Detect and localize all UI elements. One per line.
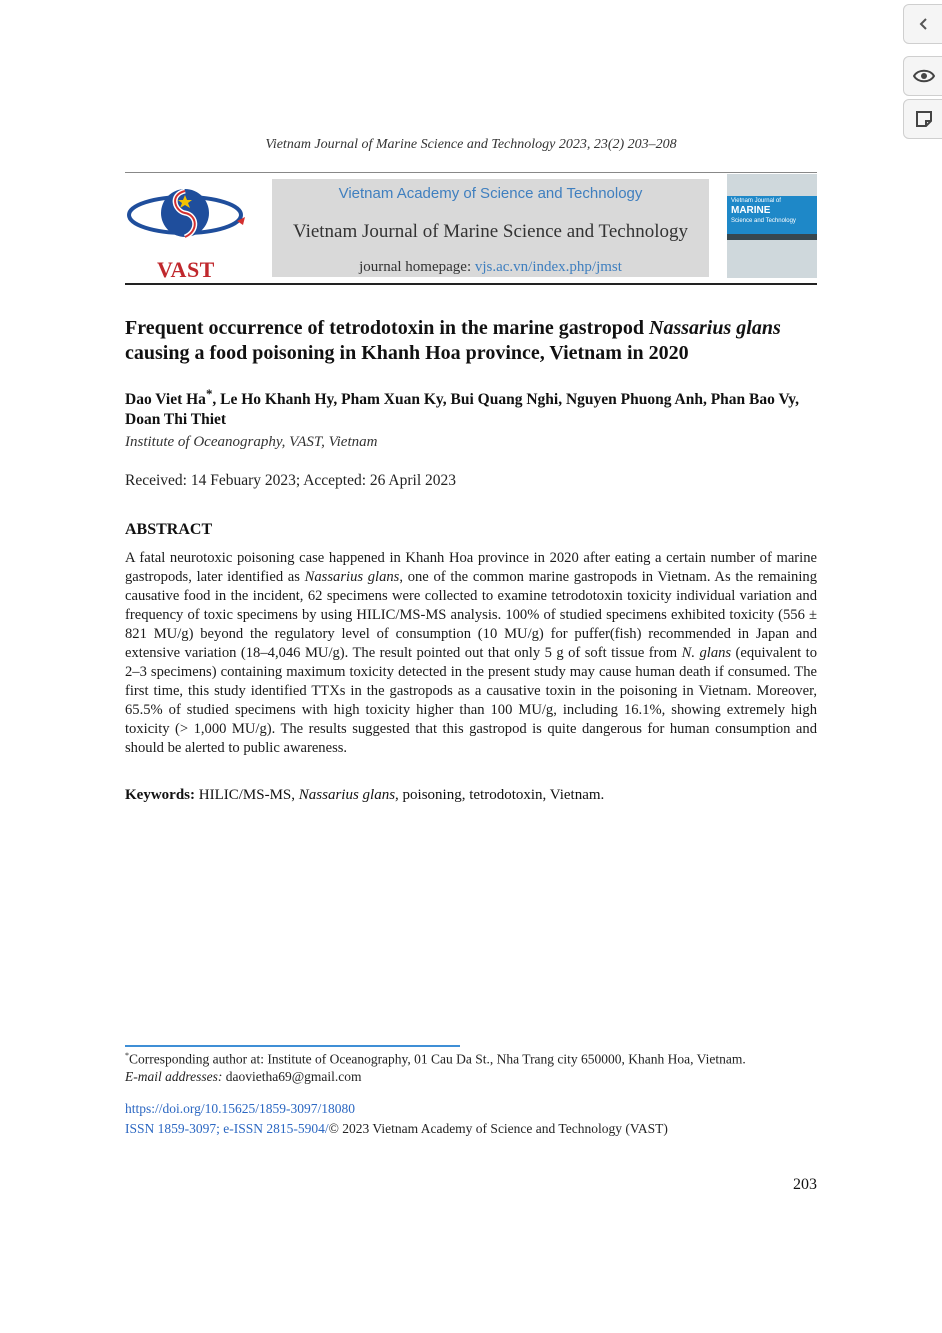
other-authors: , Le Ho Khanh Hy, Pham Xuan Ky, Bui Quang Nghi, Nguyen Phuong Anh, Phan Bao Vy, Doan Thi Thiet	[125, 391, 800, 429]
issn-link[interactable]: ISSN 1859-3097; e-ISSN 2815-5904/	[125, 1121, 329, 1136]
abstract-species-1: Nassarius glans	[304, 569, 400, 585]
notes-button[interactable]	[903, 99, 942, 139]
cover-line3: Science and Technology	[731, 218, 796, 224]
running-head: Vietnam Journal of Marine Science and Technology 2023, 23(2) 203–208	[265, 137, 677, 152]
copyright-text: © 2023 Vietnam Academy of Science and Technology (VAST)	[328, 1121, 668, 1136]
page-number: 203	[793, 1176, 817, 1193]
journal-name: Vietnam Journal of Marine Science and Technology	[292, 221, 688, 242]
vast-logo	[125, 181, 253, 281]
article-title	[125, 316, 817, 366]
keywords-text-2: , poisoning, tetrodotoxin, Vietnam.	[395, 787, 605, 803]
doi-link[interactable]: https://doi.org/10.15625/1859-3097/18080	[125, 1101, 356, 1116]
note-icon	[915, 110, 933, 128]
homepage-label: journal homepage:	[359, 259, 472, 275]
issn-line	[125, 1121, 668, 1137]
abstract-body	[125, 549, 817, 758]
author-list	[125, 384, 817, 430]
first-author: Dao Viet Ha	[125, 391, 206, 409]
masthead	[125, 172, 817, 285]
email-address[interactable]: daovietha69@gmail.com	[222, 1069, 362, 1084]
corresponding-footnote	[125, 1051, 746, 1068]
abstract-species-2: N. glans	[681, 645, 732, 661]
academy-name: Vietnam Academy of Science and Technology	[338, 185, 643, 202]
journal-banner	[272, 179, 709, 277]
corresponding-marker: *	[205, 386, 213, 401]
title-text-1: Frequent occurrence of tetrodotoxin in the marine gastropod	[125, 317, 650, 339]
vast-logo-text: VAST	[157, 257, 215, 282]
homepage-link[interactable]: vjs.ac.vn/index.php/jmst	[474, 259, 622, 275]
collapse-sidebar-button[interactable]	[903, 4, 942, 44]
email-label: E-mail addresses:	[125, 1069, 223, 1084]
cover-line2: MARINE	[731, 205, 771, 216]
cover-line1: Vietnam Journal of	[731, 198, 781, 204]
keywords-label: Keywords:	[125, 787, 195, 803]
keywords-text-1: HILIC/MS-MS,	[195, 787, 299, 803]
footnote-rule	[125, 1045, 460, 1047]
masthead-divider	[125, 283, 817, 285]
keywords-species: Nassarius glans	[298, 787, 396, 803]
article-dates: Received: 14 Febuary 2023; Accepted: 26 April 2023	[125, 472, 457, 489]
chevron-left-icon	[916, 16, 932, 32]
journal-cover-thumbnail	[727, 174, 817, 278]
footnote-marker: *	[125, 1051, 129, 1060]
keywords	[125, 787, 604, 804]
eye-icon	[913, 68, 935, 84]
corresponding-text: Corresponding author at: Institute of Oceanography, 01 Cau Da St., Nha Trang city 650000, Khanh Hoa, Vietnam.	[129, 1051, 746, 1067]
abstract-text-1: A fatal neurotoxic poisoning case happened in Khanh Hoa province in 2020 after eating a certain number of marine gastropods, later identified as	[125, 550, 817, 585]
view-button[interactable]	[903, 56, 942, 96]
title-text-2: causing a food poisoning in Khanh Hoa province, Vietnam in 2020	[125, 342, 689, 364]
abstract-text-2: , one of the common marine gastropods in Vietnam. As the remaining causative food in the incident, 62 specimens were collected to examine tetrodotoxin toxicity individual variation and frequency of toxic specimens by using HILIC/MS-MS analysis. 100% of studied specimens exhibited toxicity (556 ± 821 MU/g) beyond the regulatory level of consumption (10 MU/g) for puffer(fish) recommended in Japan and extensive variation (18–4,046 MU/g). The result pointed out that only 5 g of soft tissue from	[125, 569, 818, 661]
abstract-heading: ABSTRACT	[125, 521, 213, 538]
abstract-text-3: (equivalent to 2–3 specimens) containing maximum toxicity detected in the present study may cause human death if consumed. The first time, this study identified TTXs in the gastropods as a causative toxin in the poisoning in Vietnam. Moreover, 65.5% of studied specimens with high toxicity higher than 100 MU/g, including 16.1%, showing extremely high toxicity (> 1,000 MU/g). The results suggested that this gastropod is quite dangerous for human consumption and should be alerted to public awareness.	[125, 645, 818, 756]
cover-strip	[727, 234, 817, 240]
email-footnote	[125, 1069, 362, 1085]
affiliation: Institute of Oceanography, VAST, Vietnam	[125, 434, 378, 450]
vast-emblem-icon	[125, 181, 253, 253]
journal-homepage	[272, 259, 709, 276]
title-species: Nassarius glans	[649, 317, 781, 339]
